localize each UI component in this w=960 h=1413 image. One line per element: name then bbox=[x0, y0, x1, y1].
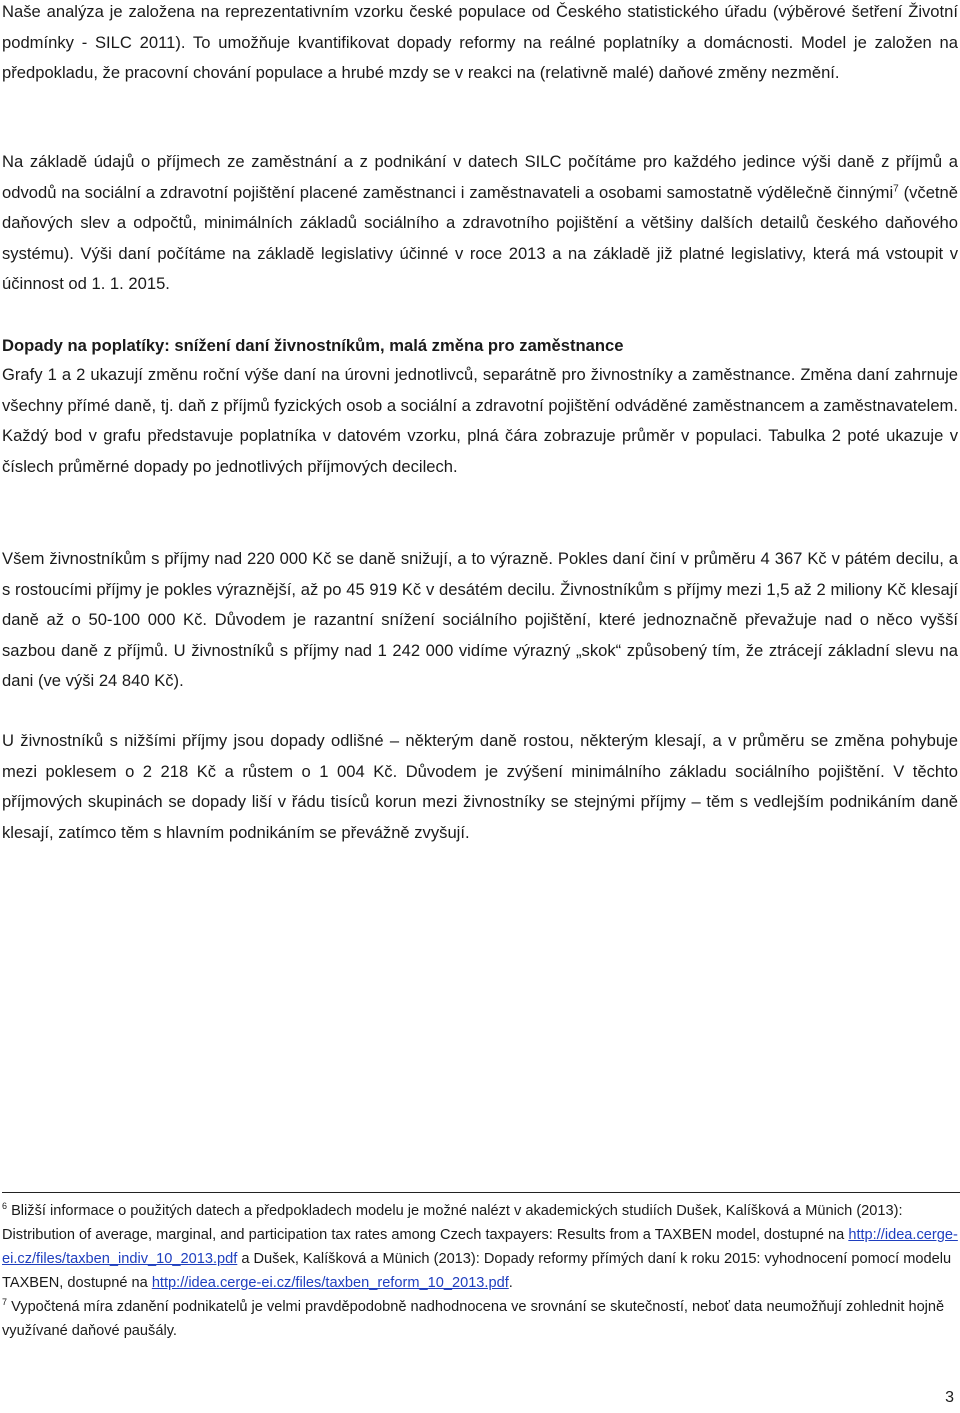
footnote-6-number: 6 bbox=[2, 1201, 8, 1212]
page-number: 3 bbox=[945, 1389, 954, 1406]
paragraph-method-text-a: Na základě údajů o příjmech ze zaměstnání a z podnikání v datech SILC počítáme pro každého jedince výši daně z příjmů a odvodů na sociální a zdravotní pojištění placené zaměstnanci i zaměstnavateli a osobami samostatně výdělečně činnými bbox=[2, 152, 958, 202]
paragraph-graphs: Grafy 1 a 2 ukazují změnu roční výše daní na úrovni jednotlivců, separátně pro živnostníky a zaměstnance. Změna daní zahrnuje všechny přímé daně, tj. daň z příjmů fyzických osob a sociální a zdravotní pojištění odváděné zaměstnancem a zaměstnavatelem. Každý bod v grafu představuje poplatníka v datovém vzorku, plná čára zobrazuje průměr v populaci. Tabulka 2 poté ukazuje v číslech průměrné dopady po jednotlivých příjmových decilech. bbox=[2, 365, 958, 476]
footnote-6-text-c: . bbox=[508, 1275, 513, 1291]
paragraph-self-employed-high-income: Všem živnostníkům s příjmy nad 220 000 Kč se daně snižují, a to výrazně. Pokles daní činí v průměru 4 367 Kč v pátém decilu, a s rostoucími příjmy je pokles výraznější, až po 45 919 Kč v desátém decilu. Živnostníkům s příjmy mezi 1,5 až 2 miliony Kč klesají daně až o 50-100 000 Kč. Důvodem je razantní snížení sociálního pojištění, které jednoznačně převažuje nad o něco vyšší sazbou daně z příjmů. U živnostníků s příjmy nad 1 242 000 vidíme výrazný „skok“ způsobený tím, že ztrácejí základní slevu na dani (ve výši 24 840 Kč). bbox=[2, 549, 958, 691]
paragraph-self-employed-low-income: U živnostníků s nižšími příjmy jsou dopady odlišné – některým daně rostou, některým klesají, a v průměru se změna pohybuje mezi poklesem o 2 218 Kč a růstem o 1 004 Kč. Důvodem je zvýšení minimálního základu sociálního pojištění. V těchto příjmových skupinách se dopady liší v řádu tisíců korun mezi živnostníky se stejnými příjmy – těm s vedlejším podnikáním daně klesají, zatímco těm s hlavním podnikáním se převážně zvyšují. bbox=[2, 731, 958, 842]
footnote-6-text-b: a Dušek, Kalíšková a Münich (2013): Dopady reformy přímých daní k roku 2015: vyhodnocení pomocí modelu TAXBEN, dostupné na bbox=[2, 1251, 952, 1291]
footnote-ref-7[interactable]: 7 bbox=[893, 183, 899, 195]
footnote-6-link-indiv[interactable]: http://idea.cerge-ei.cz/files/taxben_indiv_10_2013.pdf bbox=[2, 1227, 958, 1267]
footnote-7 bbox=[2, 1295, 960, 1343]
paragraph-method bbox=[2, 147, 958, 300]
footnote-6 bbox=[2, 1199, 960, 1295]
footnotes bbox=[2, 1199, 960, 1343]
paragraph-method-text-b: (včetně daňových slev a odpočtů, minimálních základů sociálního a zdravotního pojištění a většiny dalších detailů českého daňového systému). Výši daní počítáme na základě legislativy účinné v roce 2013 a na základě již platné legislativy, která má vstoupit v účinnost od 1. 1. 2015. bbox=[2, 182, 959, 294]
footnote-6-link-reform[interactable]: http://idea.cerge-ei.cz/files/taxben_reform_10_2013.pdf bbox=[151, 1275, 509, 1291]
section-heading: Dopady na poplatíky: snížení daní živnostníkům, malá změna pro zaměstnance bbox=[2, 336, 624, 355]
footnote-separator bbox=[2, 1192, 960, 1193]
footnote-7-text: Vypočtená míra zdanění podnikatelů je velmi pravděpodobně nadhodnocena ve srovnání se skutečností, neboť data neumožňují zohlednit hojně využívané daňové paušály. bbox=[2, 1299, 945, 1339]
paragraph-intro: Naše analýza je založena na reprezentativním vzorku české populace od Českého statistického úřadu (výběrové šetření Životní podmínky - SILC 2011). To umožňuje kvantifikovat dopady reformy na reálné poplatníky a domácnosti. Model je založen na předpokladu, že pracovní chování populace a hrubé mzdy se v reakci na (relativně malé) daňové změny nezmění. bbox=[2, 2, 958, 83]
footnote-6-text-a: Bližší informace o použitých datech a předpokladech modelu je možné nalézt v akademických studiích Dušek, Kalíšková a Münich (2013): Distribution of average, marginal, and participation tax rates among Czech taxpayers: Results from a TAXBEN model, dostupné na bbox=[2, 1203, 903, 1243]
footnote-7-number: 7 bbox=[2, 1297, 8, 1308]
